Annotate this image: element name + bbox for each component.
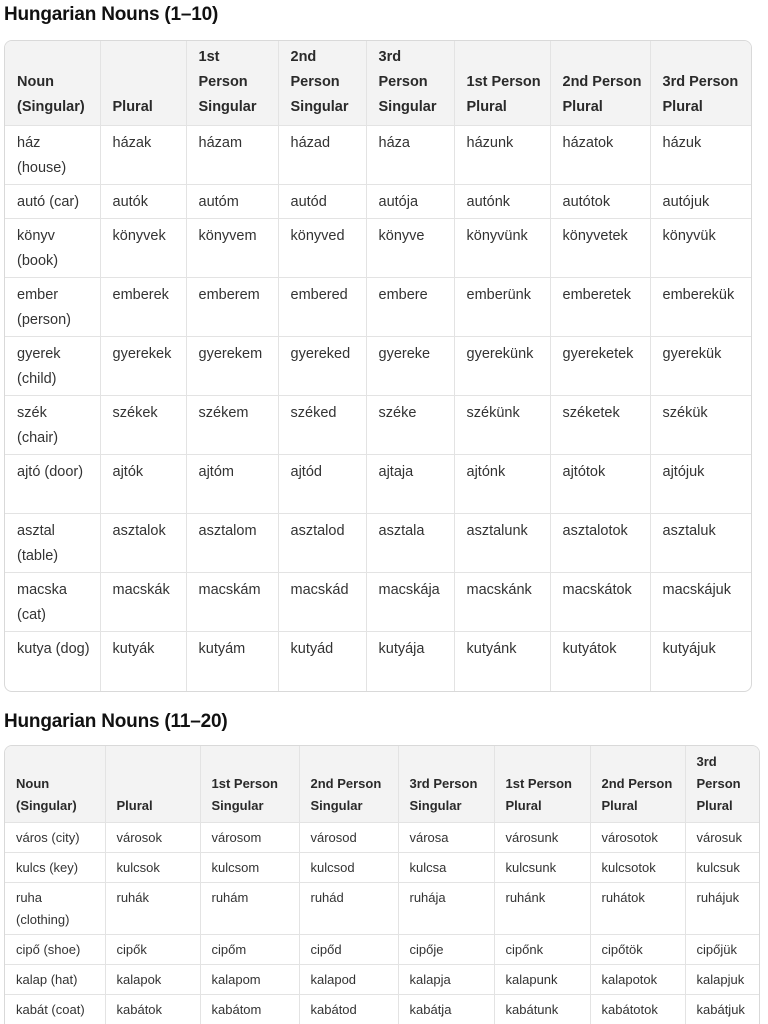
table-row [5, 126, 752, 185]
form-cell: széketek [550, 396, 650, 455]
nouns-table-1-10-container [4, 40, 752, 692]
table-body [5, 822, 760, 1024]
form-cell: kalapotok [590, 964, 685, 994]
form-cell: ruhátok [590, 882, 685, 934]
form-cell: kulcsuk [685, 852, 760, 882]
table-row [5, 185, 752, 219]
form-cell: cipője [398, 934, 494, 964]
form-cell: cipőd [299, 934, 398, 964]
form-cell: emberek [100, 278, 186, 337]
form-cell: kalapom [200, 964, 299, 994]
form-cell: cipőnk [494, 934, 590, 964]
form-cell: macskátok [550, 573, 650, 632]
form-cell: macskája [366, 573, 454, 632]
form-cell: házatok [550, 126, 650, 185]
form-cell: asztalok [100, 514, 186, 573]
form-cell: gyereked [278, 337, 366, 396]
form-cell: ajtód [278, 455, 366, 514]
nouns-table-11-20-container [4, 745, 760, 1024]
table-row [5, 964, 760, 994]
form-cell: ajtótok [550, 455, 650, 514]
form-cell: asztaluk [650, 514, 752, 573]
form-cell: kulcsok [105, 852, 200, 882]
column-header: 1st Person Singular [200, 746, 299, 822]
section-title-nouns-11-20: Hungarian Nouns (11–20) [4, 711, 228, 732]
column-header: Plural [105, 746, 200, 822]
form-cell: asztalod [278, 514, 366, 573]
form-cell: macskájuk [650, 573, 752, 632]
form-cell: könyve [366, 219, 454, 278]
form-cell: kabátod [299, 994, 398, 1024]
form-cell: háza [366, 126, 454, 185]
form-cell: kulcsunk [494, 852, 590, 882]
section-title-nouns-1-10: Hungarian Nouns (1–10) [4, 4, 219, 25]
form-cell: asztalunk [454, 514, 550, 573]
form-cell: házad [278, 126, 366, 185]
noun-cell: gyerek (child) [5, 337, 100, 396]
form-cell: emberem [186, 278, 278, 337]
form-cell: városotok [590, 822, 685, 852]
form-cell: városuk [685, 822, 760, 852]
column-header: 2nd Person Plural [590, 746, 685, 822]
table-row [5, 278, 752, 337]
noun-cell: ruha (clothing) [5, 882, 105, 934]
column-header: 3rd Person Singular [366, 41, 454, 126]
form-cell: kulcsom [200, 852, 299, 882]
form-cell: kabátotok [590, 994, 685, 1024]
column-header: 2nd Person Singular [278, 41, 366, 126]
form-cell: kutyája [366, 632, 454, 691]
form-cell: kabátunk [494, 994, 590, 1024]
form-cell: könyvem [186, 219, 278, 278]
form-cell: városa [398, 822, 494, 852]
form-cell: kutyájuk [662, 641, 716, 657]
noun-cell: város (city) [5, 822, 105, 852]
noun-cell: asztal (table) [5, 514, 100, 573]
table-row [5, 573, 752, 632]
form-cell: gyereke [366, 337, 454, 396]
form-cell: ajtónk [454, 455, 550, 514]
form-cell: gyerekem [186, 337, 278, 396]
form-cell: házuk [650, 126, 752, 185]
noun-cell: kalap (hat) [5, 964, 105, 994]
form-cell: emberekük [650, 278, 752, 337]
column-header: 3rd Person Plural [650, 41, 752, 126]
table-row [5, 632, 752, 691]
noun-cell: kabát (coat) [5, 994, 105, 1024]
noun-cell: cipő (shoe) [5, 934, 105, 964]
form-cell: házak [100, 126, 186, 185]
table-header-row [5, 41, 752, 126]
noun-cell: macska (cat) [5, 573, 100, 632]
form-cell: kulcsa [398, 852, 494, 882]
form-cell: ruhája [398, 882, 494, 934]
form-cell: városod [299, 822, 398, 852]
form-cell: asztalom [186, 514, 278, 573]
form-cell: gyerekek [100, 337, 186, 396]
noun-cell: könyv (book) [5, 219, 100, 278]
noun-cell: kutya (dog) [5, 632, 100, 691]
form-cell: cipőtök [590, 934, 685, 964]
form-cell: ruhájuk [685, 882, 760, 934]
form-cell: kutyád [278, 632, 366, 691]
form-cell: gyereketek [550, 337, 650, 396]
table-row [5, 514, 752, 573]
form-cell: kulcsotok [590, 852, 685, 882]
table-row [5, 337, 752, 396]
form-cell: városok [105, 822, 200, 852]
form-cell: kutyánk [454, 632, 550, 691]
nouns-table-1-10 [5, 41, 752, 691]
column-header: 1st Person Singular [186, 41, 278, 126]
form-cell: könyved [278, 219, 366, 278]
form-cell: kutyátok [550, 632, 650, 691]
form-cell: asztalotok [550, 514, 650, 573]
table-row [5, 934, 760, 964]
table-body [5, 126, 752, 691]
column-header: 2nd Person Plural [550, 41, 650, 126]
form-cell: asztala [366, 514, 454, 573]
form-cell: könyvek [100, 219, 186, 278]
form-cell: házam [186, 126, 278, 185]
column-header: 3rd Person Plural [685, 746, 760, 822]
form-cell: cipőm [200, 934, 299, 964]
form-cell: embere [366, 278, 454, 337]
table-row [5, 882, 760, 934]
form-cell: kalapunk [494, 964, 590, 994]
form-cell: városunk [494, 822, 590, 852]
form-cell: kabátjuk [685, 994, 760, 1024]
form-cell: kalapod [299, 964, 398, 994]
form-cell: kutyám [186, 632, 278, 691]
form-cell: embered [278, 278, 366, 337]
form-cell: székek [100, 396, 186, 455]
form-cell: könyvünk [454, 219, 550, 278]
form-cell: gyerekük [650, 337, 752, 396]
form-cell: emberetek [550, 278, 650, 337]
table-row [5, 455, 752, 514]
form-cell: kalapja [398, 964, 494, 994]
form-cell: kalapjuk [685, 964, 760, 994]
form-cell: székünk [454, 396, 550, 455]
form-cell: könyvük [650, 219, 752, 278]
form-cell: kabátom [200, 994, 299, 1024]
column-header: 1st Person Plural [454, 41, 550, 126]
form-cell: ruhám [200, 882, 299, 934]
form-cell: ajtaja [366, 455, 454, 514]
form-cell: emberünk [454, 278, 550, 337]
form-cell: kabátja [398, 994, 494, 1024]
noun-cell: kulcs (key) [5, 852, 105, 882]
noun-cell: ház (house) [5, 126, 100, 185]
form-cell: házunk [454, 126, 550, 185]
form-cell: városom [200, 822, 299, 852]
noun-cell: autó (car) [5, 185, 100, 219]
table-row [5, 822, 760, 852]
noun-cell: ajtó (door) [5, 455, 100, 514]
form-cell: ruhánk [494, 882, 590, 934]
column-header: Plural [100, 41, 186, 126]
form-cell: autójuk [650, 185, 752, 219]
form-cell: gyerekünk [454, 337, 550, 396]
noun-cell: szék (chair) [5, 396, 100, 455]
form-cell: cipők [105, 934, 200, 964]
table-row [5, 219, 752, 278]
form-cell: macskád [278, 573, 366, 632]
column-header: 2nd Person Singular [299, 746, 398, 822]
form-cell: ruhád [299, 882, 398, 934]
form-cell: autód [278, 185, 366, 219]
form-cell: kalapok [105, 964, 200, 994]
form-cell: autók [100, 185, 186, 219]
form-cell: autója [366, 185, 454, 219]
column-header: Noun (Singular) [5, 746, 105, 822]
form-cell: ajtójuk [650, 455, 752, 514]
form-cell: kabátok [105, 994, 200, 1024]
form-cell: macskánk [454, 573, 550, 632]
table-row [5, 852, 760, 882]
form-cell: cipőjük [685, 934, 760, 964]
form-cell: ajtók [100, 455, 186, 514]
form-cell: macskák [100, 573, 186, 632]
form-cell: kulcsod [299, 852, 398, 882]
form-cell: kutyák [100, 632, 186, 691]
form-cell: székem [186, 396, 278, 455]
noun-cell: ember (person) [5, 278, 100, 337]
table-header-row [5, 746, 760, 822]
form-cell: székük [650, 396, 752, 455]
nouns-table-11-20 [5, 746, 760, 1024]
form-cell: ruhák [105, 882, 200, 934]
form-cell: autóm [186, 185, 278, 219]
form-cell: autótok [550, 185, 650, 219]
table-row [5, 396, 752, 455]
column-header: 3rd Person Singular [398, 746, 494, 822]
form-cell: széked [278, 396, 366, 455]
column-header: Noun (Singular) [5, 41, 100, 126]
form-cell: ajtóm [186, 455, 278, 514]
table-row [5, 994, 760, 1024]
form-cell: széke [366, 396, 454, 455]
form-cell: autónk [454, 185, 550, 219]
form-cell: könyvetek [550, 219, 650, 278]
form-cell: macskám [186, 573, 278, 632]
column-header: 1st Person Plural [494, 746, 590, 822]
